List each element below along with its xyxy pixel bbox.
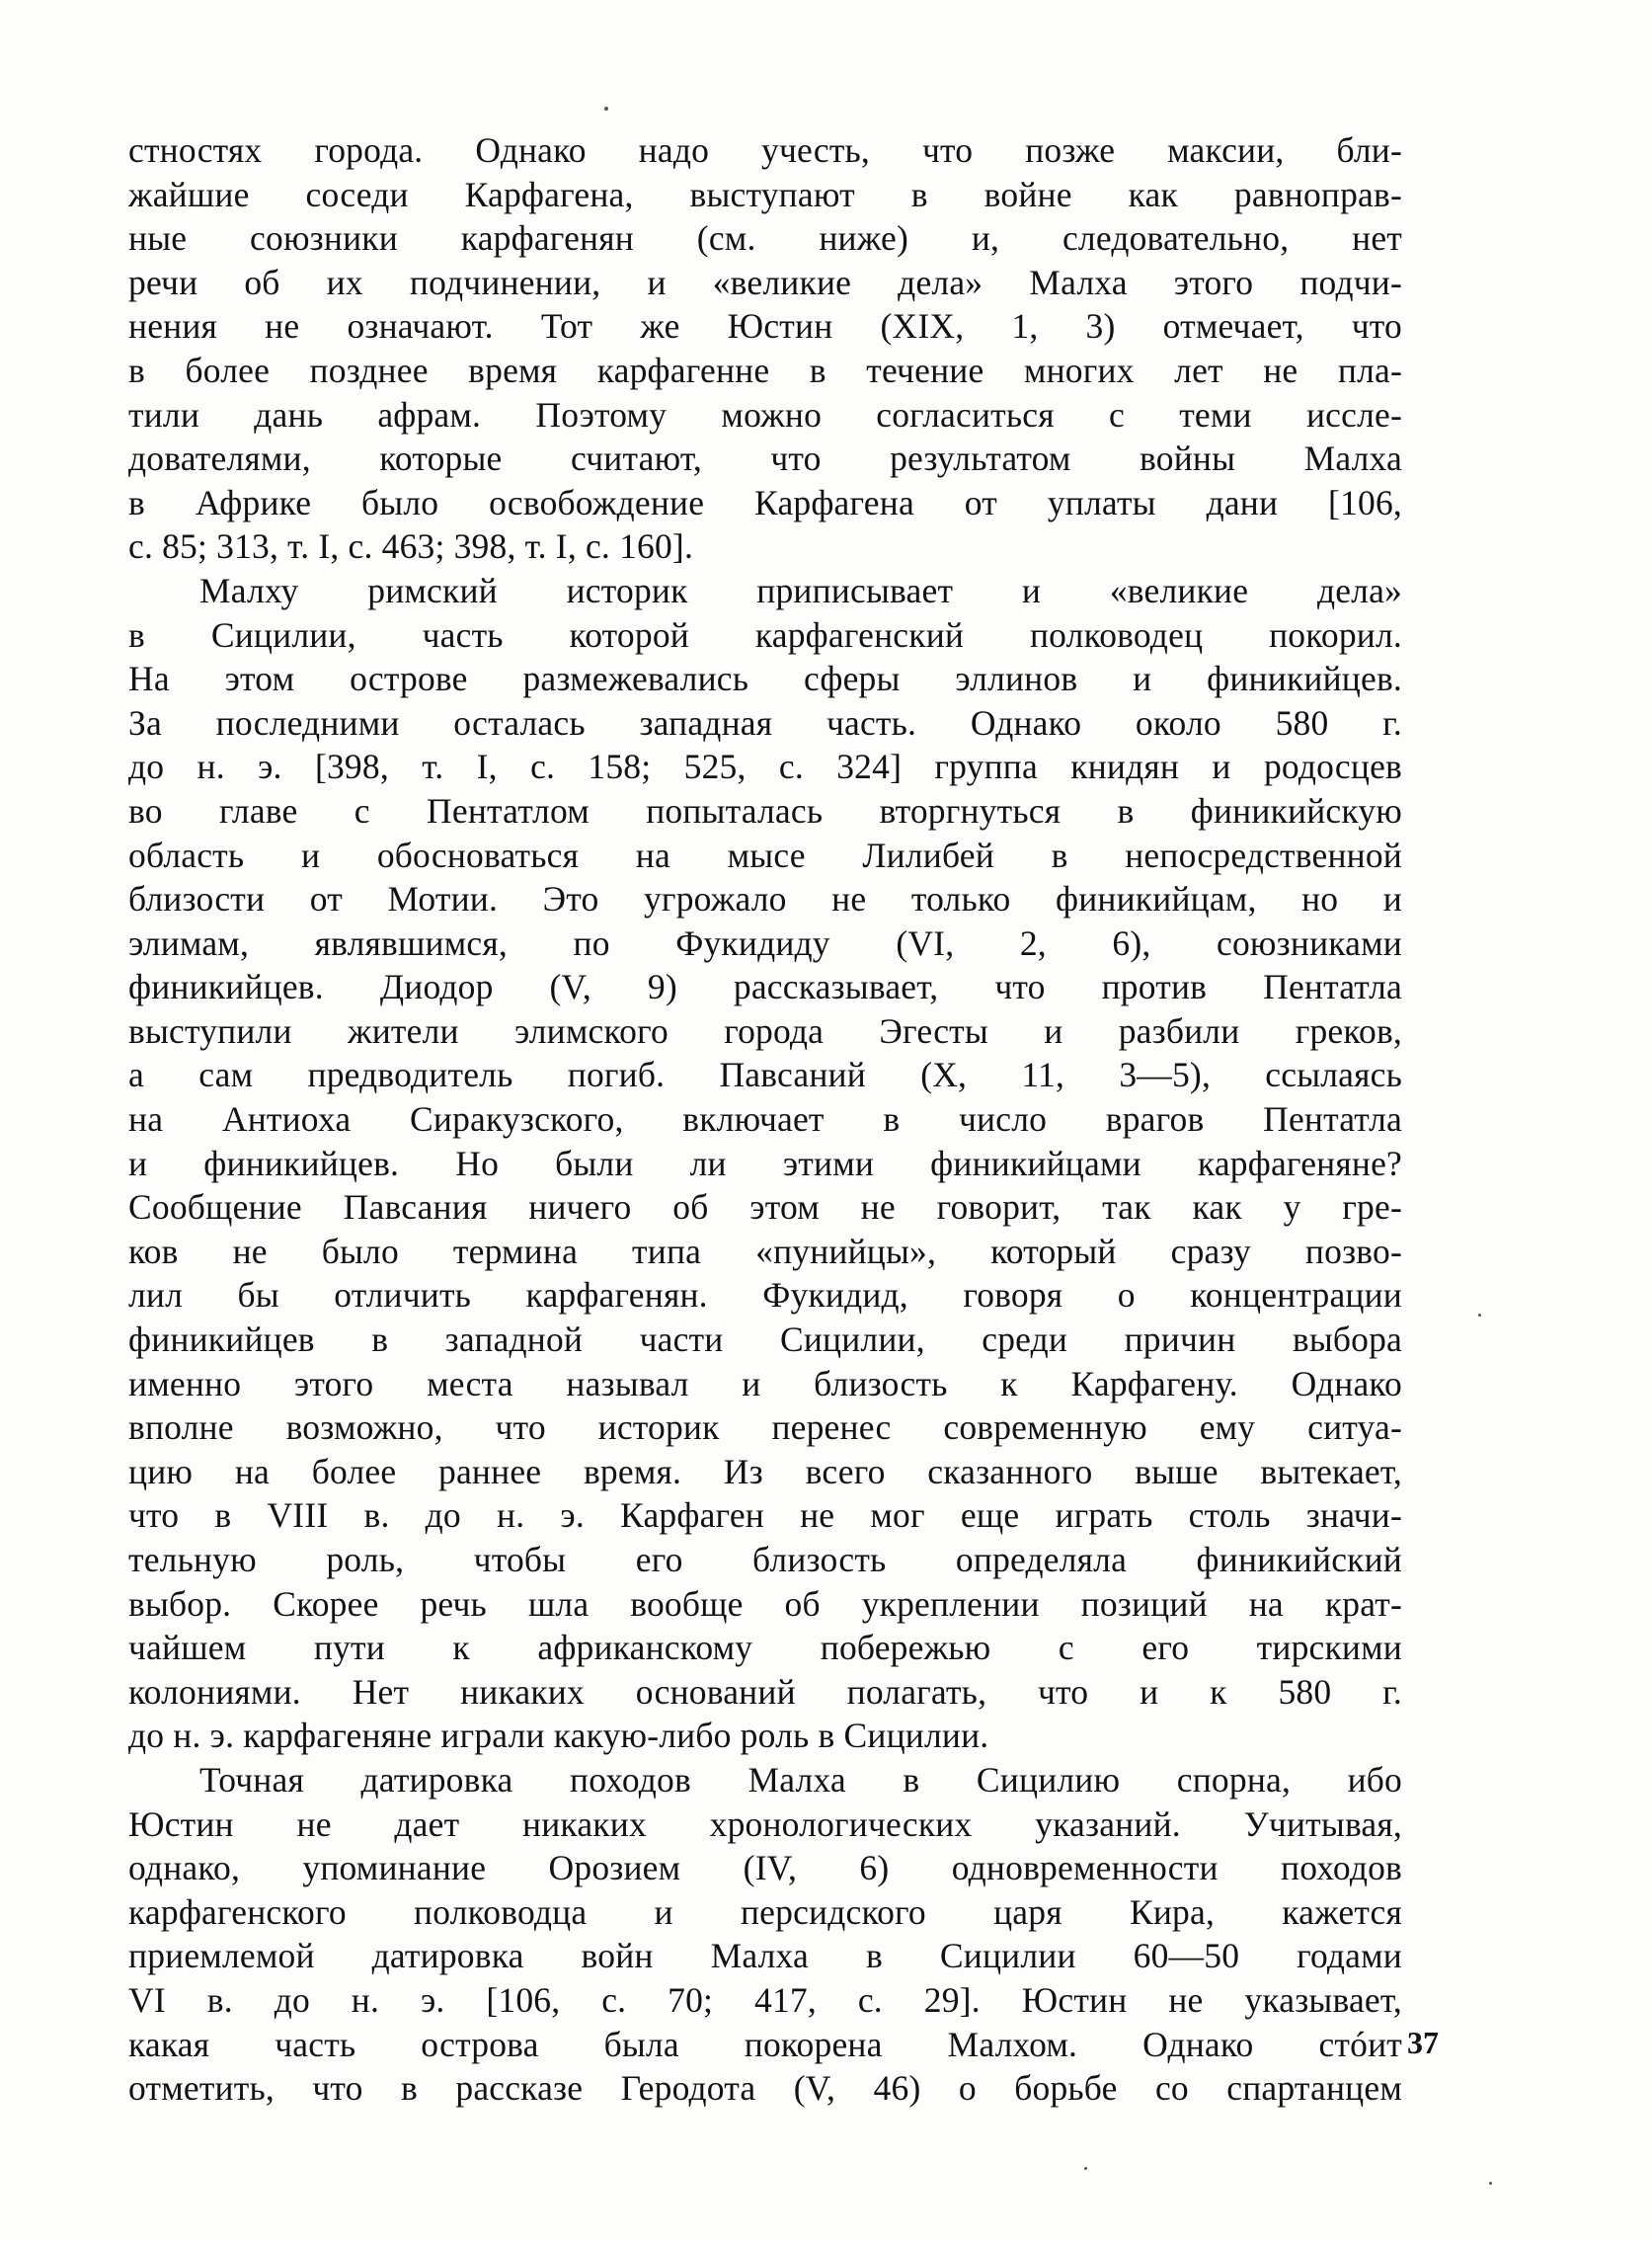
- scan-speck: [1489, 2182, 1492, 2185]
- text-line: финикийцев в западной части Сицилии, среди причин выбора: [128, 1320, 1402, 1360]
- text-line: выбор. Скорее речь шла вообще об укреплении позиций на крат-: [128, 1583, 1402, 1624]
- text-line: Точная датировка походов Малха в Сицилию спорна, ибо: [199, 1759, 1402, 1800]
- text-line: с. 85; 313, т. I, с. 463; 398, т. I, с. 160].: [128, 526, 694, 567]
- paragraph: [128, 569, 1402, 1758]
- text-line: колониями. Нет никаких оснований полагать, что и к 580 г.: [128, 1671, 1402, 1712]
- text-line: Сообщение Павсания ничего об этом не говорит, так как у гре-: [128, 1187, 1402, 1228]
- scan-speck: [1084, 2167, 1087, 2170]
- text-line: тили дань афрам. Поэтому можно согласиться с теми иссле-: [128, 394, 1402, 435]
- text-line: однако, упоминание Орозием (IV, 6) одновременности походов: [128, 1848, 1402, 1888]
- text-line: жайшие соседи Карфагена, выступают в войне как равноправ-: [128, 174, 1402, 214]
- text-line: в Сицилии, часть которой карфагенский полководец покорил.: [128, 614, 1402, 655]
- text-line: дователями, которые считают, что результатом войны Малха: [128, 439, 1402, 479]
- text-line: именно этого места называл и близость к Карфагену. Однако: [128, 1363, 1402, 1403]
- text-line: стностях города. Однако надо учесть, что позже максии, бли-: [128, 130, 1402, 170]
- text-line: элимам, являвшимся, по Фукидиду (VI, 2, 6), союзниками: [128, 922, 1402, 963]
- text-line: до н. э. карфагеняне играли какую-либо роль в Сицилии.: [128, 1716, 989, 1756]
- body-text: [128, 128, 1402, 2111]
- text-line: какая часть острова была покорена Малхом. Однако стóит: [128, 2024, 1402, 2064]
- text-line: VI в. до н. э. [106, с. 70; 417, с. 29]. Юстин не указывает,: [128, 1979, 1402, 2020]
- text-line: близости от Мотии. Это угрожало не только финикийцам, но и: [128, 879, 1402, 920]
- paragraph: [128, 128, 1402, 569]
- text-line: финикийцев. Диодор (V, 9) рассказывает, что против Пентатла: [128, 967, 1402, 1007]
- text-line: приемлемой датировка войн Малха в Сицилии 60—50 годами: [128, 1936, 1402, 1976]
- text-line: нения не означают. Тот же Юстин (XIX, 1, 3) отмечает, что: [128, 306, 1402, 347]
- text-line: во главе с Пентатлом попыталась вторгнуться в финикийскую: [128, 790, 1402, 831]
- text-line: тельную роль, чтобы его близость определяла финикийский: [128, 1540, 1402, 1579]
- text-line: На этом острове размежевались сферы эллинов и финикийцев.: [128, 659, 1402, 699]
- text-line: в более позднее время карфагенне в течение многих лет не пла-: [128, 350, 1402, 390]
- text-line: в Африке было освобождение Карфагена от уплаты дани [106,: [128, 482, 1402, 522]
- text-line: вполне возможно, что историк перенес современную ему ситуа-: [128, 1407, 1402, 1448]
- text-line: выступили жители элимского города Эгесты и разбили греков,: [128, 1010, 1402, 1051]
- text-line: отметить, что в рассказе Геродота (V, 46) о борьбе со спартанцем: [128, 2068, 1402, 2109]
- text-line: карфагенского полководца и персидского царя Кира, кажется: [128, 1891, 1402, 1932]
- text-line: область и обосноваться на мысе Лилибей в непосредственной: [128, 835, 1402, 875]
- text-line: ные союзники карфагенян (см. ниже) и, следовательно, нет: [128, 218, 1402, 259]
- text-line: что в VIII в. до н. э. Карфаген не мог еще играть столь значи-: [128, 1495, 1402, 1536]
- text-line: а сам предводитель погиб. Павсаний (X, 11, 3—5), ссылаясь: [128, 1055, 1402, 1095]
- text-line: За последними осталась западная часть. Однако около 580 г.: [128, 702, 1402, 743]
- page-number: 37: [1407, 2025, 1439, 2060]
- text-line: речи об их подчинении, и «великие дела» Малха этого подчи-: [128, 262, 1402, 302]
- text-line: чайшем пути к африканскому побережью с его тирскими: [128, 1628, 1402, 1668]
- text-line: цию на более раннее время. Из всего сказанного выше вытекает,: [128, 1451, 1402, 1491]
- scan-speck: [604, 107, 608, 111]
- text-line: Малху римский историк приписывает и «великие дела»: [199, 570, 1402, 610]
- scan-speck: [1478, 1314, 1481, 1317]
- text-line: и финикийцев. Но были ли этими финикийцами карфагеняне?: [128, 1143, 1402, 1183]
- text-line: лил бы отличить карфагенян. Фукидид, говоря о концентрации: [128, 1275, 1402, 1316]
- text-line: ков не было термина типа «пунийцы», который сразу позво-: [128, 1231, 1402, 1271]
- paragraph: [128, 1758, 1402, 2111]
- text-line: Юстин не дает никаких хронологических указаний. Учитывая,: [128, 1803, 1402, 1844]
- text-line: до н. э. [398, т. I, с. 158; 525, с. 324] группа книдян и родосцев: [128, 747, 1402, 787]
- text-line: на Антиоха Сиракузского, включает в число врагов Пентатла: [128, 1099, 1402, 1140]
